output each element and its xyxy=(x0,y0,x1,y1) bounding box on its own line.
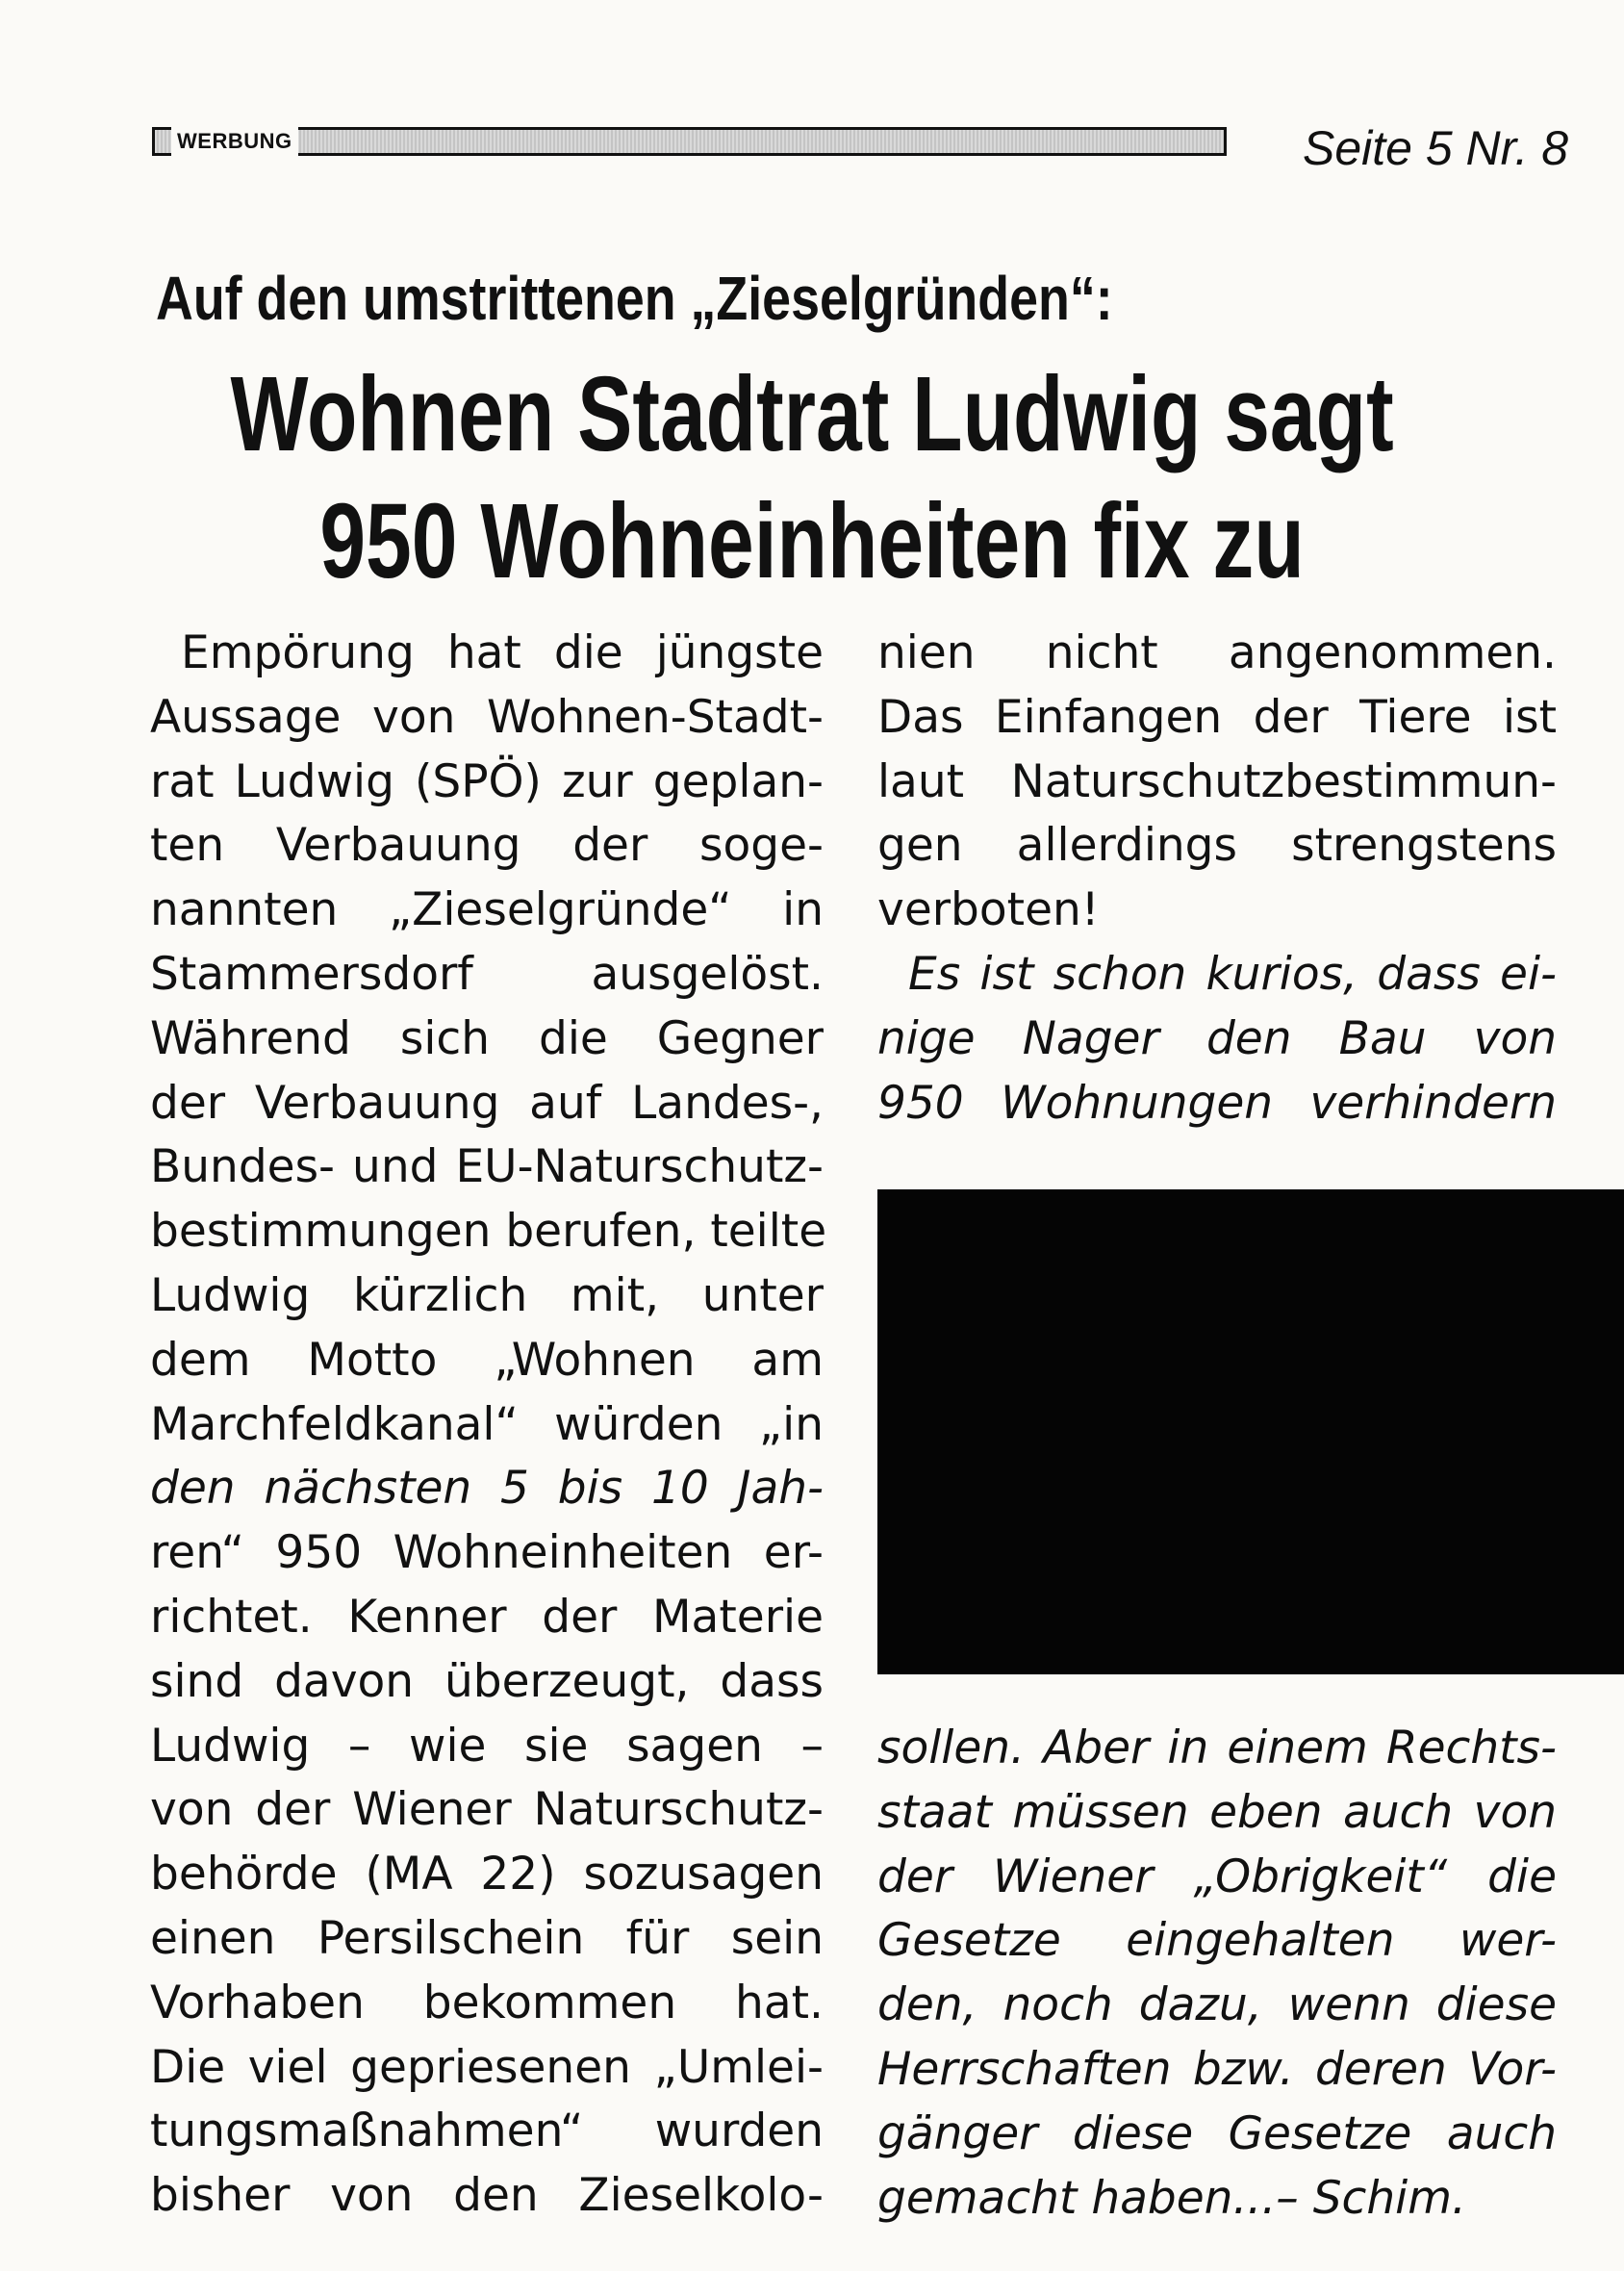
text-line: Empörung hat die jüngste xyxy=(181,626,824,679)
text-line: rat Ludwig (SPÖ) zur geplan- xyxy=(150,754,824,808)
commentary-line: Gesetze eingehalten wer- xyxy=(877,1914,1557,1968)
text-line: dem Motto „Wohnen am xyxy=(150,1333,824,1387)
text-line: richtet. Kenner der Materie xyxy=(150,1590,824,1644)
article-kicker: Auf den umstrittenen „Zieselgründen“: xyxy=(156,264,1113,333)
text-line: Während sich die Gegner xyxy=(150,1011,824,1065)
text-line: ren“ 950 Wohneinheiten er- xyxy=(150,1526,824,1580)
section-label: WERBUNG xyxy=(171,127,298,156)
text-line: bisher von den Zieselkolo- xyxy=(150,2169,824,2223)
text-line: Ludwig – wie sie sagen – xyxy=(150,1719,824,1773)
commentary-line: den, noch dazu, wenn diese xyxy=(877,1978,1557,2032)
headline-line-2: 950 Wohneinheiten fix zu xyxy=(319,482,1305,600)
text-line: Ludwig kürzlich mit, unter xyxy=(150,1268,824,1322)
text-line: nannten „Zieselgründe“ in xyxy=(150,883,824,937)
text-line: Das Einfangen der Tiere ist xyxy=(877,690,1557,744)
page-number: Seite 5 Nr. 8 xyxy=(1303,121,1569,175)
commentary-line: 950 Wohnungen verhindern xyxy=(877,1076,1557,1130)
commentary-line: nige Nager den Bau von xyxy=(877,1011,1557,1065)
commentary-line: staat müssen eben auch von xyxy=(877,1785,1557,1839)
text-line: Bundes- und EU-Naturschutz- xyxy=(150,1140,824,1194)
article-column-right-top xyxy=(877,622,1557,1136)
text-line: sind davon überzeugt, dass xyxy=(150,1654,824,1708)
text-line: nien nicht angenommen. xyxy=(877,626,1557,679)
text-line: den nächsten 5 bis 10 Jah- xyxy=(150,1462,824,1516)
commentary-line: gänger diese Gesetze auch xyxy=(877,2106,1557,2160)
text-line: bestimmungen berufen, teilte xyxy=(150,1205,827,1259)
commentary-line: der Wiener „Obrigkeit“ die xyxy=(877,1850,1557,1903)
text-line: Vorhaben bekommen hat. xyxy=(150,1976,824,2029)
text-line: Stammersdorf ausgelöst. xyxy=(150,947,824,1001)
section-header-bar xyxy=(152,127,1227,156)
commentary-line: Herrschaften bzw. deren Vor- xyxy=(877,2042,1557,2096)
headline-line-1: Wohnen Stadtrat Ludwig sagt xyxy=(230,355,1394,473)
article-column-right-bottom xyxy=(877,1717,1557,2231)
text-line: Aussage von Wohnen-Stadt- xyxy=(150,690,824,744)
text-line: der Verbauung auf Landes-, xyxy=(150,1076,824,1130)
commentary-line: Es ist schon kurios, dass ei- xyxy=(908,947,1557,1001)
commentary-line: sollen. Aber in einem Rechts- xyxy=(877,1722,1557,1774)
text-line: einen Persilschein für sein xyxy=(150,1911,824,1965)
text-line: Die viel gepriesenen „Umlei- xyxy=(150,2040,824,2094)
text-line: von der Wiener Naturschutz- xyxy=(150,1783,824,1837)
text-line: ten Verbauung der soge- xyxy=(150,819,824,873)
commentary-signature-line: gemacht haben...– Schim. xyxy=(877,2171,1466,2225)
article-column-left xyxy=(150,622,827,2229)
text-line: laut Naturschutzbestimmun- xyxy=(877,754,1557,808)
text-line: verboten! xyxy=(877,883,1100,937)
text-line: tungsmaßnahmen“ wurden xyxy=(150,2105,824,2158)
text-line: gen allerdings strengstens xyxy=(877,819,1557,873)
text-line: behörde (MA 22) sozusagen xyxy=(150,1848,824,1901)
redacted-image-block xyxy=(877,1189,1624,1674)
text-line: Marchfeldkanal“ würden „in xyxy=(150,1397,824,1451)
